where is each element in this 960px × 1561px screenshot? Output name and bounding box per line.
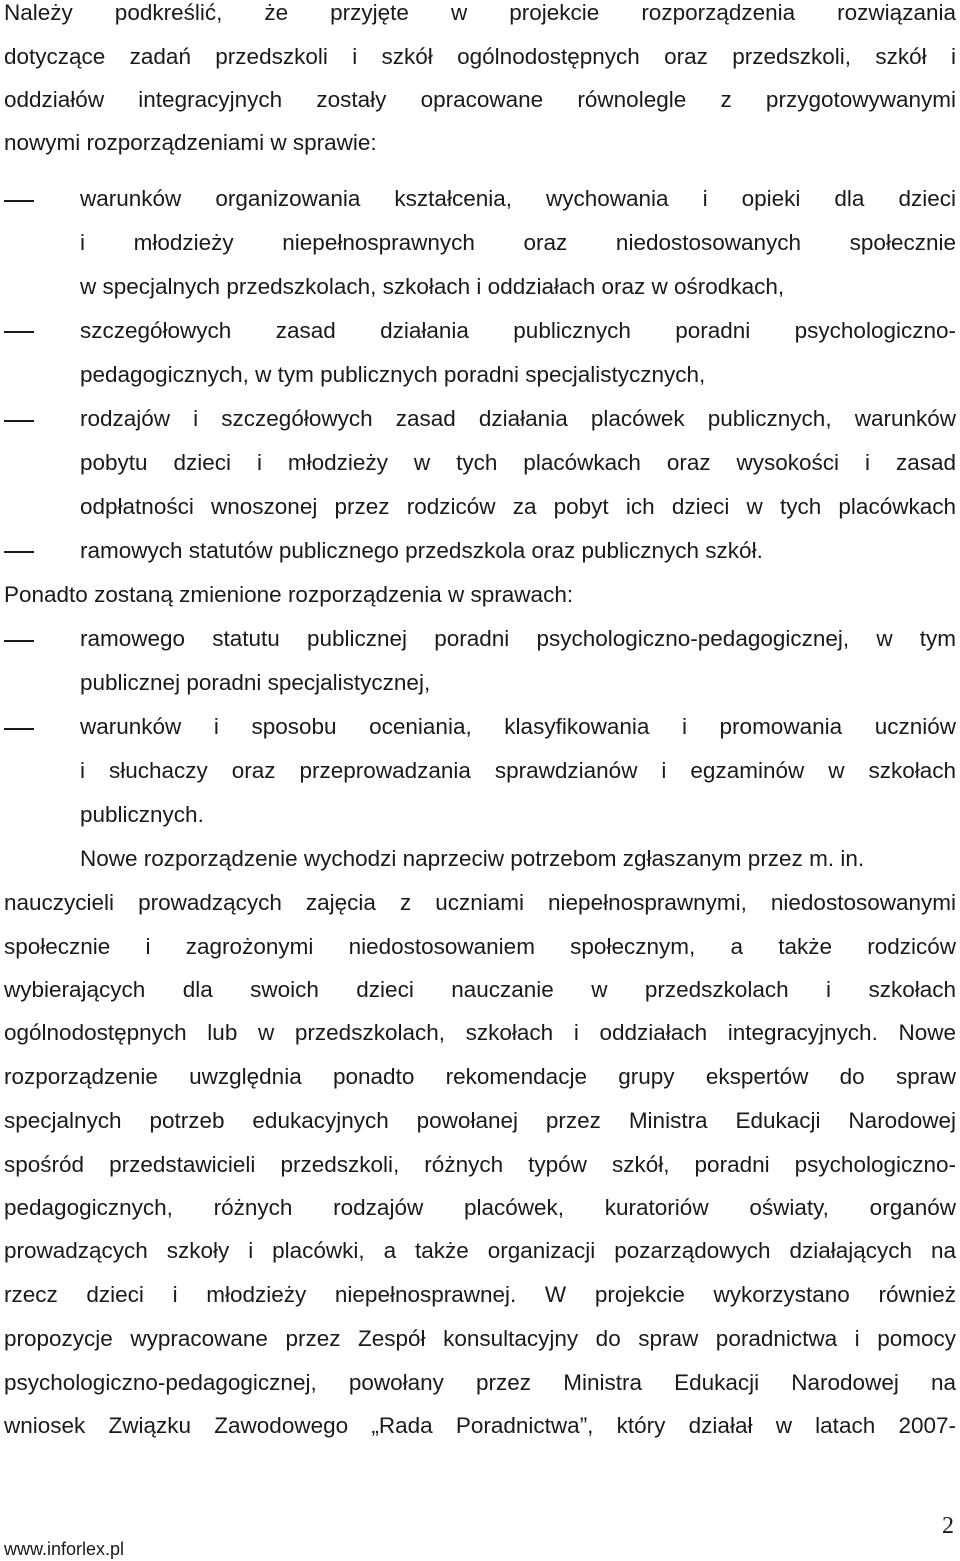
text-line: psychologiczno-pedagogicznej, powołany przez Ministra Edukacji Narodowej na [4,1370,956,1395]
list-item-line: warunków i sposobu oceniania, klasyfikowania i promowania uczniów [80,714,956,739]
dash-bullet [4,420,34,422]
text-line: oddziałów integracyjnych zostały opracowane równolegle z przygotowywanymi [4,87,956,112]
text-line: prowadzących szkoły i placówki, a także organizacji pozarządowych działających na [4,1238,956,1263]
text-line: Należy podkreślić, że przyjęte w projekcie rozporządzenia rozwiązania [4,0,956,25]
list-item-line: rodzajów i szczegółowych zasad działania placówek publicznych, warunków [80,406,956,431]
text-line: Ponadto zostaną zmienione rozporządzenia w sprawach: [4,582,574,607]
text-line: propozycje wypracowane przez Zespół konsultacyjny do spraw poradnictwa i pomocy [4,1326,956,1351]
text-line: rzecz dzieci i młodzieży niepełnosprawnej. W projekcie wykorzystano również [4,1282,956,1307]
list-item-line: publicznej poradni specjalistycznej, [80,670,431,695]
dash-bullet [4,200,34,202]
text-line: pedagogicznych, różnych rodzajów placówek, kuratoriów oświaty, organów [4,1195,956,1220]
text-line: nowymi rozporządzeniami w sprawie: [4,130,377,155]
dash-bullet [4,331,34,333]
list-item-line: pobytu dzieci i młodzieży w tych placówkach oraz wysokości i zasad [80,450,956,475]
text-line: ogólnodostępnych lub w przedszkolach, szkołach i oddziałach integracyjnych. Nowe [4,1020,956,1045]
list-item-line: szczegółowych zasad działania publicznych poradni psychologiczno- [80,318,956,343]
text-line: społecznie i zagrożonymi niedostosowaniem społecznym, a także rodziców [4,934,956,959]
list-item-line: i słuchaczy oraz przeprowadzania sprawdzianów i egzaminów w szkołach [80,758,956,783]
text-line: wybierających dla swoich dzieci nauczanie w przedszkolach i szkołach [4,977,956,1002]
text-line: specjalnych potrzeb edukacyjnych powołanej przez Ministra Edukacji Narodowej [4,1108,956,1133]
paragraph-first-line: Nowe rozporządzenie wychodzi naprzeciw potrzebom zgłaszanym przez m. in. [80,846,865,871]
dash-bullet [4,551,34,553]
list-item-line: i młodzieży niepełnosprawnych oraz niedostosowanych społecznie [80,230,956,255]
text-line: nauczycieli prowadzących zajęcia z uczniami niepełnosprawnymi, niedostosowanymi [4,890,956,915]
list-item-line: odpłatności wnoszonej przez rodziców za pobyt ich dzieci w tych placówkach [80,494,956,519]
dash-bullet [4,728,34,730]
list-item-line: w specjalnych przedszkolach, szkołach i oddziałach oraz w ośrodkach, [80,274,785,299]
list-item-line: warunków organizowania kształcenia, wychowania i opieki dla dzieci [80,186,956,211]
dash-bullet [4,640,34,642]
text-line: rozporządzenie uwzględnia ponadto rekomendacje grupy ekspertów do spraw [4,1064,956,1089]
list-item-line: pedagogicznych, w tym publicznych poradni specjalistycznych, [80,362,706,387]
page-number: 2 [942,1513,954,1539]
text-line: wniosek Związku Zawodowego „Rada Poradnictwa”, który działał w latach 2007- [4,1413,956,1438]
text-line: spośród przedstawicieli przedszkoli, różnych typów szkół, poradni psychologiczno- [4,1152,956,1177]
text-line: dotyczące zadań przedszkoli i szkół ogólnodostępnych oraz przedszkoli, szkół i [4,44,956,69]
list-item-line: ramowych statutów publicznego przedszkola oraz publicznych szkół. [80,538,763,563]
list-item-line: publicznych. [80,802,204,827]
list-item-line: ramowego statutu publicznej poradni psychologiczno-pedagogicznej, w tym [80,626,956,651]
footer-url: www.inforlex.pl [4,1539,125,1559]
